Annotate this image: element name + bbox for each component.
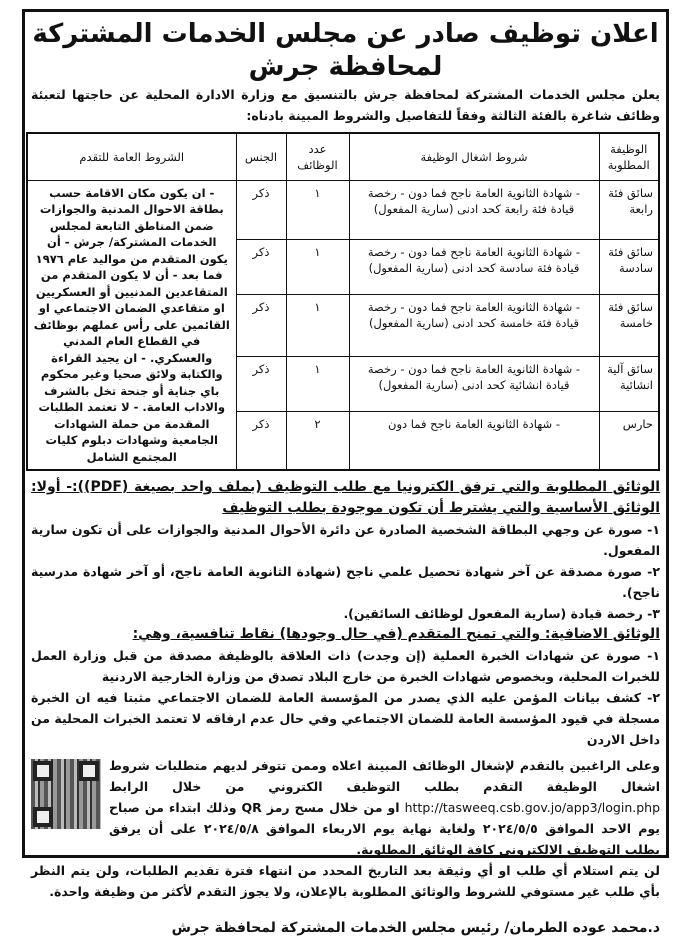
doc-item: ١- صورة عن وجهي البطاقة الشخصية الصادرة عن دائرة الأحوال المدنية والجوازات على أن تكون سارية المفعول. bbox=[31, 522, 660, 558]
gender-cell: ذكر bbox=[236, 295, 286, 356]
job-cell: سائق فئة سادسة bbox=[599, 239, 659, 295]
doc-item: ٢- صورة مصدقة عن آخر شهادة تحصيل علمي ناجح (شهادة الثانوية العامة ناجح، أو آخر شهادة مدرسية ناجح). bbox=[31, 564, 660, 600]
gender-cell: ذكر bbox=[236, 239, 286, 295]
count-cell: ١ bbox=[286, 239, 349, 295]
job-cell: حارس bbox=[599, 412, 659, 470]
intro-text: يعلن مجلس الخدمات المشتركة لمحافظة جرش بالتنسيق مع وزارة الادارة المحلية عن حاجتها لتعبئة وظائف شاغرة بالفئة الثالثة وفقاً للتفاصيل والشروط المبينة بادناه: bbox=[31, 87, 660, 123]
gender-cell: ذكر bbox=[236, 356, 286, 412]
col-general: الشروط العامة للتقدم bbox=[27, 133, 236, 180]
extra-item: ١- صورة عن شهادات الخبرة العملية (إن وجدت) ذات العلاقة بالوظيفة مصدقة من قبل وزارة العمل للخبرات المحلية، وبخصوص شهادات الخبرة من خارج البلاد تصدق من وزارة الخارجية الاردنية bbox=[31, 648, 660, 684]
signature: د.محمد عوده الطرمان/ رئيس مجلس الخدمات المشتركة لمحافظة جرش bbox=[171, 920, 660, 936]
conditions-cell: - شهادة الثانوية العامة ناجح فما دون bbox=[349, 412, 599, 470]
job-cell: سائق آلية انشائية bbox=[599, 356, 659, 412]
col-gender: الجنس bbox=[236, 133, 286, 180]
docs-heading: الوثائق المطلوبة والتي ترفق الكترونيا مع طلب التوظيف (بملف واحد بصيغة (PDF)):- أولا: الوثائق الأساسية والتي يشترط أن تكون موجودة بطلب التوظيف bbox=[31, 479, 660, 516]
conditions-cell: - شهادة الثانوية العامة ناجح فما دون - رخصة قيادة انشائية كحد ادنى (سارية المفعول) bbox=[349, 356, 599, 412]
doc-item: ٣- رخصة قيادة (سارية المفعول لوظائف السائقين). bbox=[343, 606, 660, 621]
jobs-table bbox=[26, 132, 660, 471]
count-cell: ١ bbox=[286, 180, 349, 239]
apply-dates: او من خلال مسح رمز QR وذلك ابتداء من صباح يوم الاحد الموافق ٢٠٢٤/٥/٥ ولغاية نهاية يوم الاربعاء الموافق ٢٠٢٤/٥/٨ على أن يرفق بطلب التوظيف الالكتروني كافة الوثائق المطلوبة. bbox=[109, 800, 660, 857]
apply-text: وعلى الراغبين بالتقدم لإشغال الوظائف المبينة اعلاه وممن تتوفر لديهم متطلبات شروط اشغال الوظيفة التقدم بطلب التوظيف الكتروني من خلال الرابط bbox=[109, 758, 660, 794]
job-cell: سائق فئة رابعة bbox=[599, 180, 659, 239]
col-job: الوظيفة المطلوبة bbox=[599, 133, 659, 180]
extra-heading: الوثائق الاضافية: والتي تمنح المتقدم (في حال وجودها) نقاط تنافسية، وهي: bbox=[132, 626, 660, 642]
conditions-cell: - شهادة الثانوية العامة ناجح فما دون - رخصة قيادة فئة خامسة كحد ادنى (سارية المفعول) bbox=[349, 295, 599, 356]
notice-text: لن يتم استلام أي طلب او أي وثيقة بعد التاريخ المحدد من انتهاء فترة تقديم الطلبات، ولن يتم النظر بأي طلب غير مستوفي للشروط والوثائق المطلوبة بالإعلان، ولا يجوز التقدم لأكثر من وظيفة واحدة. bbox=[31, 863, 660, 899]
job-advertisement bbox=[22, 9, 669, 936]
table-row bbox=[27, 180, 659, 239]
job-cell: سائق فئة خامسة bbox=[599, 295, 659, 356]
conditions-cell: - شهادة الثانوية العامة ناجح فما دون - رخصة قيادة فئة سادسة كحد ادنى (سارية المفعول) bbox=[349, 239, 599, 295]
col-conditions: شروط اشغال الوظيفة bbox=[349, 133, 599, 180]
count-cell: ١ bbox=[286, 356, 349, 412]
ad-title: اعلان توظيف صادر عن مجلس الخدمات المشتركة لمحافظة جرش bbox=[32, 19, 659, 82]
application-link[interactable]: http://tasweeq.csb.gov.jo/app3/login.php bbox=[404, 800, 661, 815]
gender-cell: ذكر bbox=[236, 180, 286, 239]
conditions-cell: - شهادة الثانوية العامة ناجح فما دون - رخصة قيادة فئة رابعة كحد ادنى (سارية المفعول) bbox=[349, 180, 599, 239]
gender-cell: ذكر bbox=[236, 412, 286, 470]
extra-item: ٢- كشف بيانات المؤمن عليه الذي يصدر من المؤسسة العامة للضمان الاجتماعي مثبتا فيه ان الخبرة مسجلة في قيود المؤسسة العامة للضمان الاجتماعي وفي حال عدم ارفاقه لا تعتمد الخبرات المحلية من داخل الاردن bbox=[31, 690, 660, 747]
qr-code[interactable] bbox=[31, 759, 101, 829]
count-cell: ١ bbox=[286, 295, 349, 356]
col-count: عدد الوظائف bbox=[286, 133, 349, 180]
count-cell: ٢ bbox=[286, 412, 349, 470]
general-conditions-cell: - ان يكون مكان الاقامة حسب بطاقة الاحوال المدنية والجوازات ضمن المناطق التابعة لمجلس الخدمات المشتركة/ جرش - أن يكون المتقدم من مواليد عام ١٩٧٦ فما بعد - أن لا يكون المتقدم من المتقاعدين المدنيين أو العسكريين او متقاعدي الضمان الاجتماعي او القائمين على رأس عملهم بوظائف في القطاع العام المدني والعسكري. - ان يجيد القراءة والكتابة ولائق صحيا وغير محكوم باي جناية أو جنحة تخل بالشرف والاداب العامة. - لا تعتمد الطلبات المقدمة من حملة الشهادات الجامعية وشهادات دبلوم كليات المجتمع الشامل bbox=[27, 180, 236, 470]
table-header bbox=[27, 133, 659, 180]
